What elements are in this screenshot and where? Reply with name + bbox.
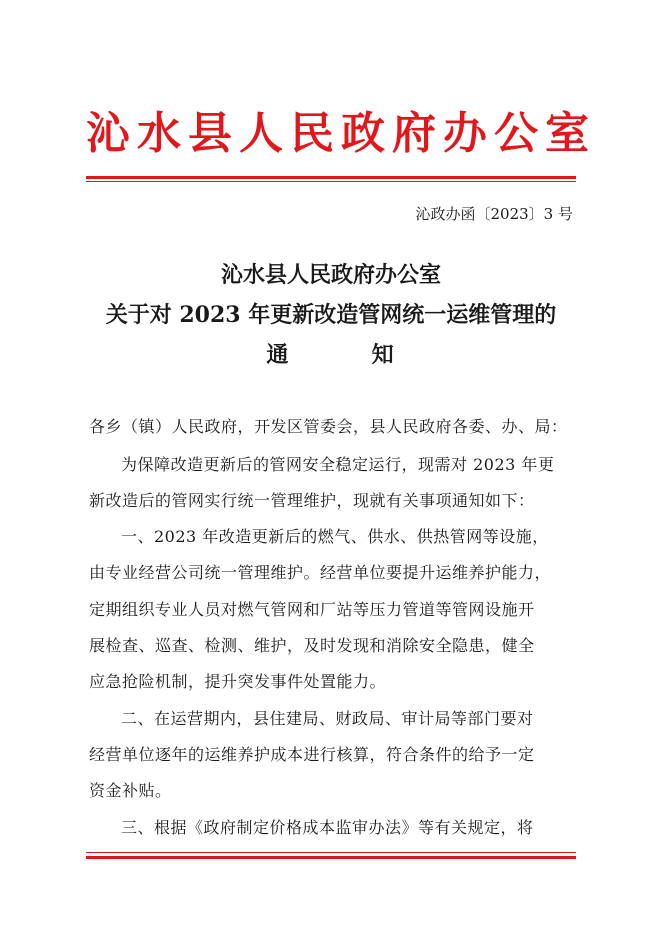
item1-line-4: 展检查、巡查、检测、维护，及时发现和消除安全隐患，健全 [89, 636, 535, 655]
header-divider-thin [86, 181, 576, 182]
intro-line-1: 为保障改造更新后的管网安全稳定运行，现需对 2023 年更 [121, 455, 555, 474]
item1-line-5: 应急抢险机制，提升突发事件处置能力。 [89, 672, 387, 691]
footer-divider-thick [86, 856, 576, 859]
header-divider-thick [86, 176, 576, 179]
title-line-2: 关于对 2023 年更新改造管网统一运维管理的 [105, 302, 557, 328]
item1-line-2: 由专业经营公司统一管理维护。经营单位要提升运维养护能力， [89, 563, 552, 582]
item2-line-2: 经营单位逐年的运维养护成本进行核算，符合条件的给予一定 [89, 745, 535, 764]
intro-line-2: 新改造后的管网实行统一管理维护，现就有关事项通知如下： [89, 491, 535, 510]
item2-line-1: 二、在运营期内，县住建局、财政局、审计局等部门要对 [121, 709, 534, 728]
footer-divider-thin [86, 852, 576, 853]
item1-line-3: 定期组织专业人员对燃气管网和厂站等压力管道等管网设施开 [89, 600, 535, 619]
salutation: 各乡（镇）人民政府，开发区管委会，县人民政府各委、办、局： [89, 417, 568, 436]
item3-line-1: 三、根据《政府制定价格成本监审办法》等有关规定，将 [121, 818, 534, 837]
item1-line-1: 一、2023 年改造更新后的燃气、供水、供热管网等设施， [121, 527, 549, 546]
issuing-org-header: 沁水县人民政府办公室 [86, 108, 596, 159]
title-line-3 [60, 340, 602, 370]
item2-line-3: 资金补贴。 [89, 781, 172, 800]
title-char-tong: 通 [266, 342, 291, 368]
title-line-1: 沁水县人民政府办公室 [220, 262, 441, 288]
document-number: 沁政办函〔2023〕3 号 [415, 205, 573, 223]
title-char-zhi: 知 [371, 342, 396, 368]
